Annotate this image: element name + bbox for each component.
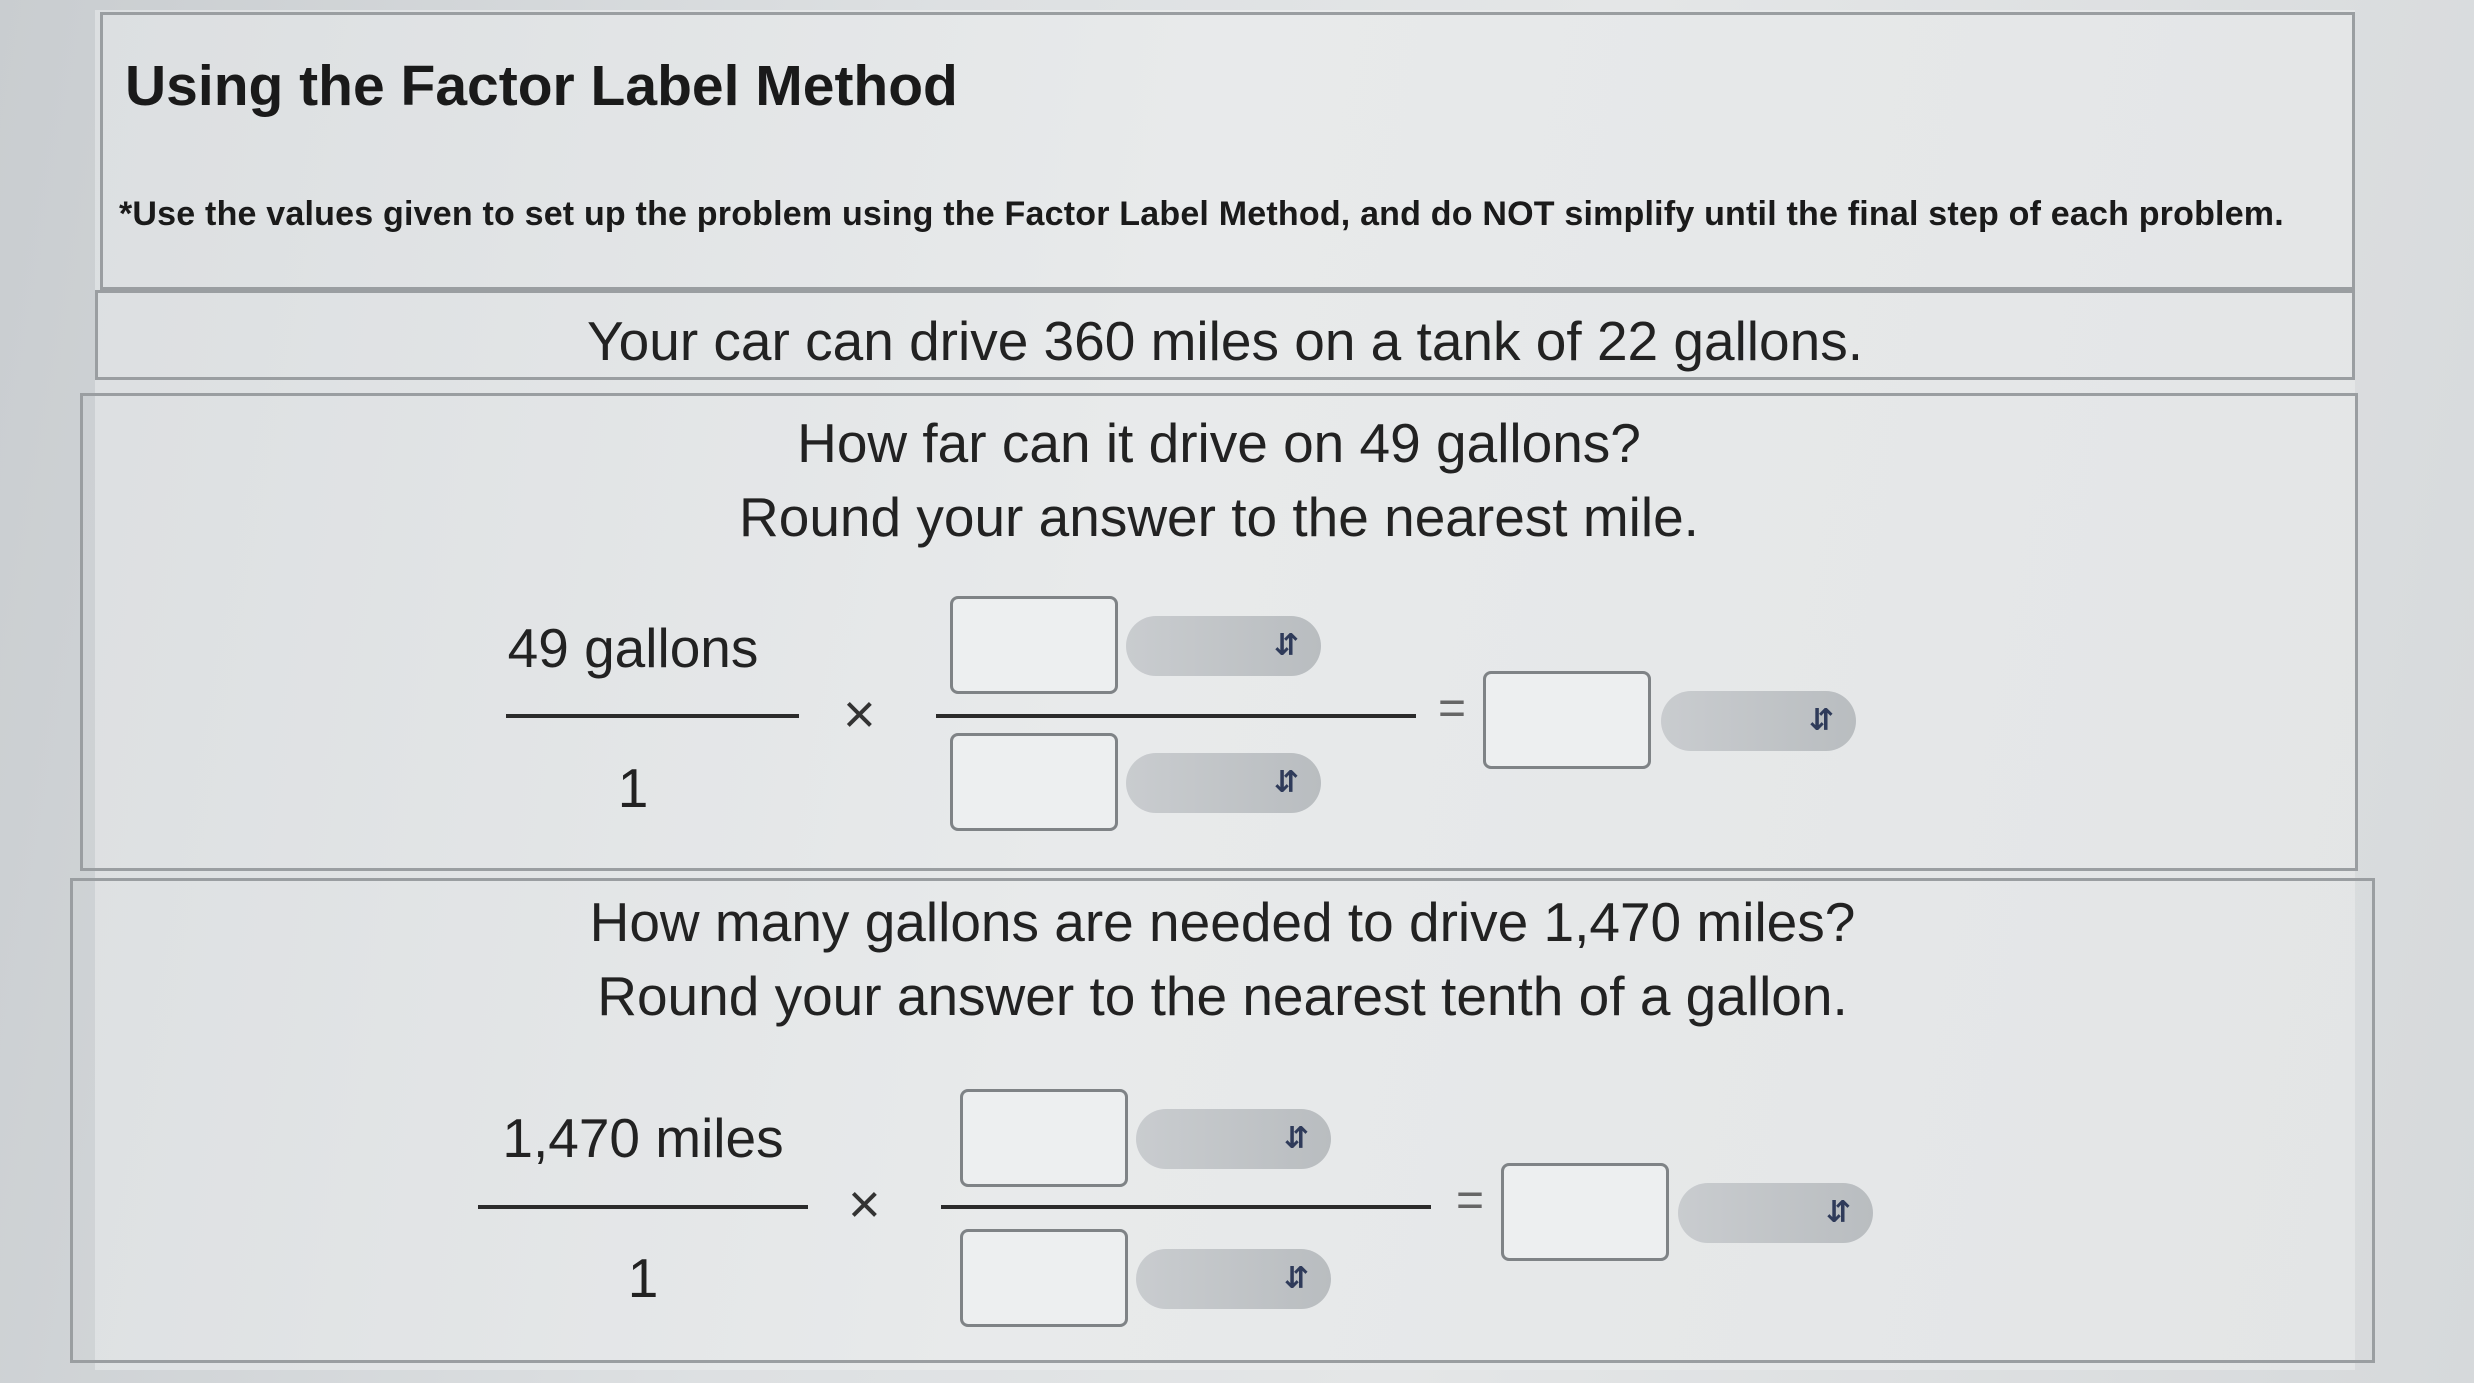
select-chevron-icon: ⇵: [1283, 1122, 1309, 1155]
question-2-section: [70, 878, 2375, 1363]
question-1-line-2: Round your answer to the nearest mile.: [739, 486, 1699, 548]
q1-answer-unit-select[interactable]: [1661, 691, 1856, 751]
q1-given-denominator: 1: [617, 757, 649, 819]
question-2-text: [73, 885, 2372, 1033]
q1-answer-input[interactable]: [1483, 671, 1651, 769]
q2-equals-symbol: =: [1456, 1174, 1485, 1227]
page-title: Using the Factor Label Method: [125, 54, 958, 118]
select-chevron-icon: ⇵: [1273, 766, 1299, 799]
question-1-line-1: How far can it drive on 49 gallons?: [797, 412, 1641, 474]
q1-given-numerator: 49 gallons: [507, 617, 759, 679]
select-chevron-icon: ⇵: [1273, 629, 1299, 662]
question-1-text: [83, 406, 2355, 554]
q2-times-symbol: ×: [848, 1172, 881, 1235]
q1-conversion-numerator-unit-select[interactable]: [1126, 616, 1321, 676]
q1-times-symbol: ×: [843, 682, 876, 745]
select-chevron-icon: ⇵: [1808, 704, 1834, 737]
q2-answer-unit-select[interactable]: [1678, 1183, 1873, 1243]
instruction-text: *Use the values given to set up the problem using the Factor Label Method, and do NOT simplify until the final step of each problem.: [119, 195, 2284, 233]
q1-conversion-fraction-bar: [936, 714, 1416, 718]
select-chevron-icon: ⇵: [1825, 1196, 1851, 1229]
question-2-line-1: How many gallons are needed to drive 1,470 miles?: [589, 891, 1856, 953]
q2-conversion-numerator-input[interactable]: [960, 1089, 1128, 1187]
problem-statement-section: [95, 290, 2355, 380]
q1-equals-symbol: =: [1438, 682, 1467, 735]
q2-answer-input[interactable]: [1501, 1163, 1669, 1261]
q1-conversion-numerator-input[interactable]: [950, 596, 1118, 694]
question-2-line-2: Round your answer to the nearest tenth of a gallon.: [597, 965, 1848, 1027]
q1-conversion-denominator-unit-select[interactable]: [1126, 753, 1321, 813]
q2-conversion-fraction-bar: [941, 1205, 1431, 1209]
header-section: [100, 12, 2355, 290]
q2-given-fraction-bar: [478, 1205, 808, 1209]
q2-conversion-denominator-input[interactable]: [960, 1229, 1128, 1327]
q1-given-fraction-bar: [506, 714, 799, 718]
q1-conversion-denominator-input[interactable]: [950, 733, 1118, 831]
problem-statement: Your car can drive 360 miles on a tank of 22 gallons.: [587, 310, 1863, 372]
q2-conversion-denominator-unit-select[interactable]: [1136, 1249, 1331, 1309]
q2-given-numerator: 1,470 miles: [502, 1107, 784, 1169]
q2-conversion-numerator-unit-select[interactable]: [1136, 1109, 1331, 1169]
select-chevron-icon: ⇵: [1283, 1262, 1309, 1295]
question-1-section: [80, 393, 2358, 871]
q2-given-denominator: 1: [627, 1247, 659, 1309]
